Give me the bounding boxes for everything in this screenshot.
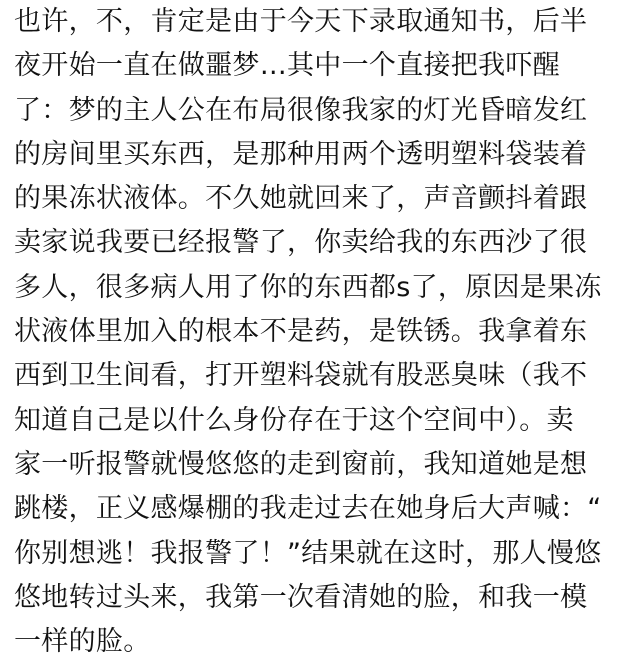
text-line: 悠地转过头来，我第一次看清她的脸，和我一模 [14, 581, 588, 613]
text-line: 一样的脸。 [14, 626, 151, 658]
text-line: 夜开始一直在做噩梦…其中一个直接把我吓醒 [14, 50, 560, 82]
text-line: 你别想逃！我报警了！”结果就在这时，那人慢悠 [14, 537, 602, 569]
text-line: 状液体里加入的根本不是药，是铁锈。我拿着东 [14, 316, 588, 348]
text-line: 西到卫生间看，打开塑料袋就有股恶臭味（我不 [14, 360, 588, 392]
text-line: 多人，很多病人用了你的东西都s了，原因是果冻 [14, 271, 602, 303]
text-line: 卖家说我要已经报警了，你卖给我的东西沙了很 [14, 227, 588, 259]
text-line: 的果冻状液体。不久她就回来了，声音颤抖着跟 [14, 183, 588, 215]
text-line: 的房间里买东西，是那种用两个透明塑料袋装着 [14, 138, 588, 170]
text-line: 知道自己是以什么身份存在于这个空间中）。卖 [14, 404, 574, 436]
text-line: 跳楼，正义感爆棚的我走过去在她身后大声喊：“ [14, 493, 602, 525]
text-line: 也许，不，肯定是由于今天下录取通知书，后半 [14, 6, 588, 37]
post-text [14, 0, 626, 658]
text-line: 了：梦的主人公在布局很像我家的灯光昏暗发红 [14, 94, 588, 126]
text-line: 家一听报警就慢悠悠的走到窗前，我知道她是想 [14, 448, 588, 480]
